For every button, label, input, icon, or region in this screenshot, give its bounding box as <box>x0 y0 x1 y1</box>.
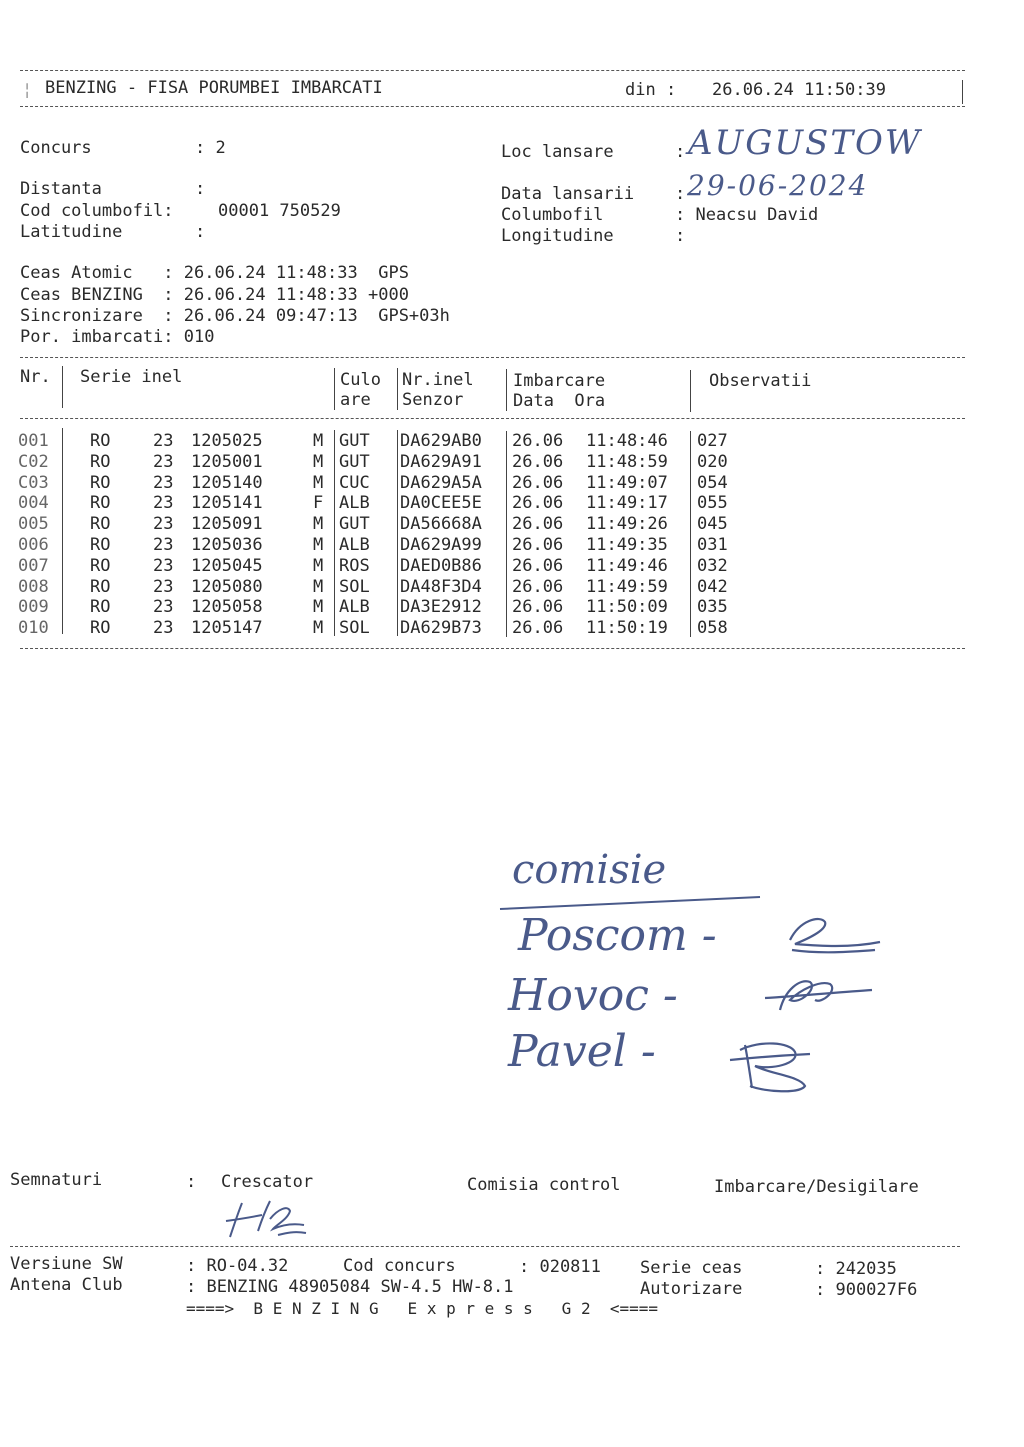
cell-year: 23 <box>153 431 174 451</box>
loc-lansare-colon: : <box>675 142 686 162</box>
cell-obs: 054 <box>697 472 728 493</box>
cod-concurs-label: Cod concurs <box>343 1256 456 1276</box>
cell-date: 26.06 <box>512 576 564 597</box>
signature-1 <box>780 910 890 960</box>
antena-club-value: : BENZING 48905084 SW-4.5 HW-8.1 <box>186 1277 514 1297</box>
cell-obs: 031 <box>697 535 728 555</box>
cell-time: 11:49:17 <box>586 493 668 514</box>
cell-sensor: DA629B73 <box>400 618 482 639</box>
cell-obs: 045 <box>697 514 728 535</box>
serie-ceas-value: : 242035 <box>815 1259 897 1279</box>
col-header-imbarcare-2: Data Ora <box>513 391 606 411</box>
cell-time: 11:50:09 <box>586 597 668 618</box>
table-row <box>0 599 1024 619</box>
cell-sex: M <box>313 472 324 493</box>
cod-columbofil-label: Cod columbofil: <box>20 201 174 221</box>
cell-sex: M <box>313 555 324 576</box>
cell-nr: C03 <box>18 472 49 493</box>
columbofil-label: Columbofil <box>501 205 604 225</box>
cell-year: 23 <box>153 514 174 535</box>
cell-ring: 1205147 <box>191 618 263 639</box>
cell-date: 26.06 <box>512 493 564 514</box>
cell-nr: 005 <box>18 514 49 535</box>
header-sep-2 <box>334 368 335 410</box>
cod-concurs-value: : 020811 <box>519 1257 601 1277</box>
cell-country: RO <box>90 472 111 493</box>
table-header-divider <box>20 418 965 419</box>
columbofil-value: : Neacsu David <box>675 205 819 225</box>
autorizare-value: : 900027F6 <box>815 1280 918 1300</box>
cell-year: 23 <box>153 472 174 493</box>
cell-obs: 020 <box>697 451 728 472</box>
table-row <box>0 516 1024 536</box>
cell-sensor: DAED0B86 <box>400 555 482 576</box>
cell-nr: C02 <box>18 451 49 472</box>
cell-ring: 1205001 <box>191 451 263 472</box>
cell-date: 26.06 <box>512 535 564 555</box>
concurs-label: Concurs <box>20 138 92 158</box>
cell-date: 26.06 <box>512 618 564 639</box>
cell-obs: 055 <box>697 493 728 514</box>
cell-date: 26.06 <box>512 555 564 576</box>
din-value: 26.06.24 11:50:39 <box>712 80 886 100</box>
cell-year: 23 <box>153 618 174 639</box>
cell-sensor: DA48F3D4 <box>400 576 482 597</box>
cell-country: RO <box>90 597 111 618</box>
cell-sex: M <box>313 597 324 618</box>
cell-color: SOL <box>339 576 370 597</box>
loc-lansare-label: Loc lansare <box>501 142 614 162</box>
cell-country: RO <box>90 514 111 535</box>
cell-country: RO <box>90 618 111 639</box>
cell-sex: M <box>313 431 324 451</box>
table-row <box>0 433 1024 453</box>
cell-time: 11:49:35 <box>586 535 668 555</box>
data-lansarii-colon: : <box>675 184 686 204</box>
cell-nr: 010 <box>18 618 49 639</box>
cell-year: 23 <box>153 597 174 618</box>
top-divider <box>20 70 965 71</box>
header-sep-1 <box>62 366 63 408</box>
cell-nr: 001 <box>18 431 49 451</box>
cell-country: RO <box>90 493 111 514</box>
cell-color: GUT <box>339 431 370 451</box>
cell-country: RO <box>90 451 111 472</box>
cell-date: 26.06 <box>512 431 564 451</box>
cell-obs: 058 <box>697 618 728 639</box>
serie-ceas-label: Serie ceas <box>640 1258 743 1278</box>
versiune-sw-value: : RO-04.32 <box>186 1256 289 1276</box>
cell-country: RO <box>90 576 111 597</box>
cell-sex: M <box>313 618 324 639</box>
cell-sex: F <box>313 493 324 514</box>
loc-lansare-value: AUGUSTOW <box>688 123 922 163</box>
longitudine-label: Longitudine <box>501 226 614 246</box>
cell-color: CUC <box>339 472 370 493</box>
cell-ring: 1205091 <box>191 514 263 535</box>
cell-ring: 1205141 <box>191 493 263 514</box>
cell-sensor: DA0CEE5E <box>400 493 482 514</box>
cell-year: 23 <box>153 535 174 555</box>
latitudine-value: : <box>195 222 206 242</box>
cell-year: 23 <box>153 493 174 514</box>
body-sep-1 <box>62 428 63 634</box>
body-sep-3 <box>397 430 398 636</box>
sincronizare-line: Sincronizare : 26.06.24 09:47:13 GPS+03h <box>20 306 450 326</box>
body-sep-2 <box>334 430 335 636</box>
cell-obs: 035 <box>697 597 728 618</box>
distanta-label: Distanta <box>20 179 102 199</box>
cell-time: 11:48:46 <box>586 431 668 451</box>
cell-time: 11:49:26 <box>586 514 668 535</box>
col-header-nrinel-1: Nr.inel <box>402 370 474 390</box>
col-header-nrinel-2: Senzor <box>402 390 464 410</box>
cell-date: 26.06 <box>512 451 564 472</box>
cell-sex: M <box>313 576 324 597</box>
antena-club-label: Antena Club <box>10 1275 123 1295</box>
header-divider <box>20 106 965 107</box>
header-right-bar <box>962 80 963 104</box>
commission-name-3: Pavel - <box>508 1026 656 1077</box>
concurs-value: : 2 <box>195 138 226 158</box>
latitudine-label: Latitudine <box>20 222 123 242</box>
cell-sex: M <box>313 535 324 555</box>
cell-color: ROS <box>339 555 370 576</box>
header-bar-mark: ¦ <box>22 80 33 100</box>
commission-title: comisie <box>512 847 667 893</box>
cell-time: 11:49:46 <box>586 555 668 576</box>
cell-obs: 032 <box>697 555 728 576</box>
cell-sensor: DA629A91 <box>400 451 482 472</box>
body-sep-4 <box>506 431 507 637</box>
cell-nr: 004 <box>18 493 49 514</box>
cell-time: 11:49:07 <box>586 472 668 493</box>
cell-sensor: DA56668A <box>400 514 482 535</box>
cell-color: SOL <box>339 618 370 639</box>
cell-date: 26.06 <box>512 597 564 618</box>
cell-ring: 1205025 <box>191 431 263 451</box>
cell-nr: 008 <box>18 576 49 597</box>
cell-obs: 042 <box>697 576 728 597</box>
cell-ring: 1205036 <box>191 535 263 555</box>
crescator-signature <box>218 1195 313 1245</box>
cell-country: RO <box>90 535 111 555</box>
comisia-control-label: Comisia control <box>467 1175 621 1195</box>
cell-obs: 027 <box>697 431 728 451</box>
cell-date: 26.06 <box>512 514 564 535</box>
col-header-serie: Serie inel <box>80 367 183 387</box>
por-imbarcati-line: Por. imbarcati: 010 <box>20 327 215 347</box>
header-sep-5 <box>690 370 691 412</box>
table-row <box>0 555 1024 578</box>
cell-color: ALB <box>339 597 370 618</box>
cell-time: 11:49:59 <box>586 576 668 597</box>
cell-sensor: DA3E2912 <box>400 597 482 618</box>
header-sep-4 <box>506 369 507 411</box>
table-bottom-divider <box>20 648 965 649</box>
imbarcare-desigilare-label: Imbarcare/Desigilare <box>714 1177 919 1197</box>
cell-nr: 007 <box>18 555 49 576</box>
crescator-label: Crescator <box>221 1172 314 1192</box>
page-title: BENZING - FISA PORUMBEI IMBARCATI <box>45 78 383 98</box>
cell-country: RO <box>90 431 111 451</box>
benzing-express-banner: ====> B E N Z I N G E x p r e s s G 2 <==== <box>186 1299 659 1318</box>
din-label: din : <box>625 80 677 100</box>
cod-columbofil-value: 00001 750529 <box>218 201 341 221</box>
cell-year: 23 <box>153 451 174 472</box>
longitudine-value: : <box>675 226 686 246</box>
cell-time: 11:50:19 <box>586 618 668 639</box>
cell-ring: 1205140 <box>191 472 263 493</box>
ceas-benzing-line: Ceas BENZING : 26.06.24 11:48:33 +000 <box>20 285 409 305</box>
cell-color: GUT <box>339 451 370 472</box>
cell-date: 26.06 <box>512 472 564 493</box>
col-header-culoare-2: are <box>340 390 371 410</box>
commission-name-1: Poscom - <box>518 910 717 961</box>
cell-ring: 1205045 <box>191 555 263 576</box>
cell-time: 11:48:59 <box>586 451 668 472</box>
table-row <box>0 576 1024 599</box>
cell-color: ALB <box>339 493 370 514</box>
col-header-culoare-1: Culo <box>340 370 381 390</box>
body-sep-5 <box>690 431 691 637</box>
data-lansarii-value: 29-06-2024 <box>687 169 869 202</box>
table-row <box>0 451 1024 474</box>
table-top-divider <box>20 357 965 358</box>
cell-ring: 1205080 <box>191 576 263 597</box>
cell-sex: M <box>313 514 324 535</box>
col-header-observatii: Observatii <box>709 371 812 391</box>
table-row <box>0 495 1024 515</box>
commission-name-2: Hovoc - <box>508 970 678 1021</box>
versiune-sw-label: Versiune SW <box>10 1254 123 1274</box>
col-header-nr: Nr. <box>20 367 51 387</box>
signatures-divider <box>10 1246 960 1247</box>
table-row <box>0 537 1024 557</box>
ceas-atomic-line: Ceas Atomic : 26.06.24 11:48:33 GPS <box>20 263 409 283</box>
cell-color: GUT <box>339 514 370 535</box>
signature-2 <box>760 970 880 1020</box>
table-row <box>0 620 1024 640</box>
col-header-imbarcare-1: Imbarcare <box>513 371 606 391</box>
cell-ring: 1205058 <box>191 597 263 618</box>
semnaturi-colon: : <box>186 1172 197 1192</box>
autorizare-label: Autorizare <box>640 1279 743 1299</box>
semnaturi-label: Semnaturi <box>10 1170 103 1190</box>
cell-sex: M <box>313 451 324 472</box>
cell-year: 23 <box>153 555 174 576</box>
data-lansarii-label: Data lansarii <box>501 184 635 204</box>
cell-country: RO <box>90 555 111 576</box>
table-row <box>0 472 1024 495</box>
cell-year: 23 <box>153 576 174 597</box>
cell-nr: 006 <box>18 535 49 555</box>
signature-3 <box>720 1030 820 1100</box>
cell-sensor: DA629A99 <box>400 535 482 555</box>
cell-sensor: DA629A5A <box>400 472 482 493</box>
cell-sensor: DA629AB0 <box>400 431 482 451</box>
distanta-value: : <box>195 179 206 199</box>
cell-nr: 009 <box>18 597 49 618</box>
cell-color: ALB <box>339 535 370 555</box>
header-sep-3 <box>397 368 398 410</box>
